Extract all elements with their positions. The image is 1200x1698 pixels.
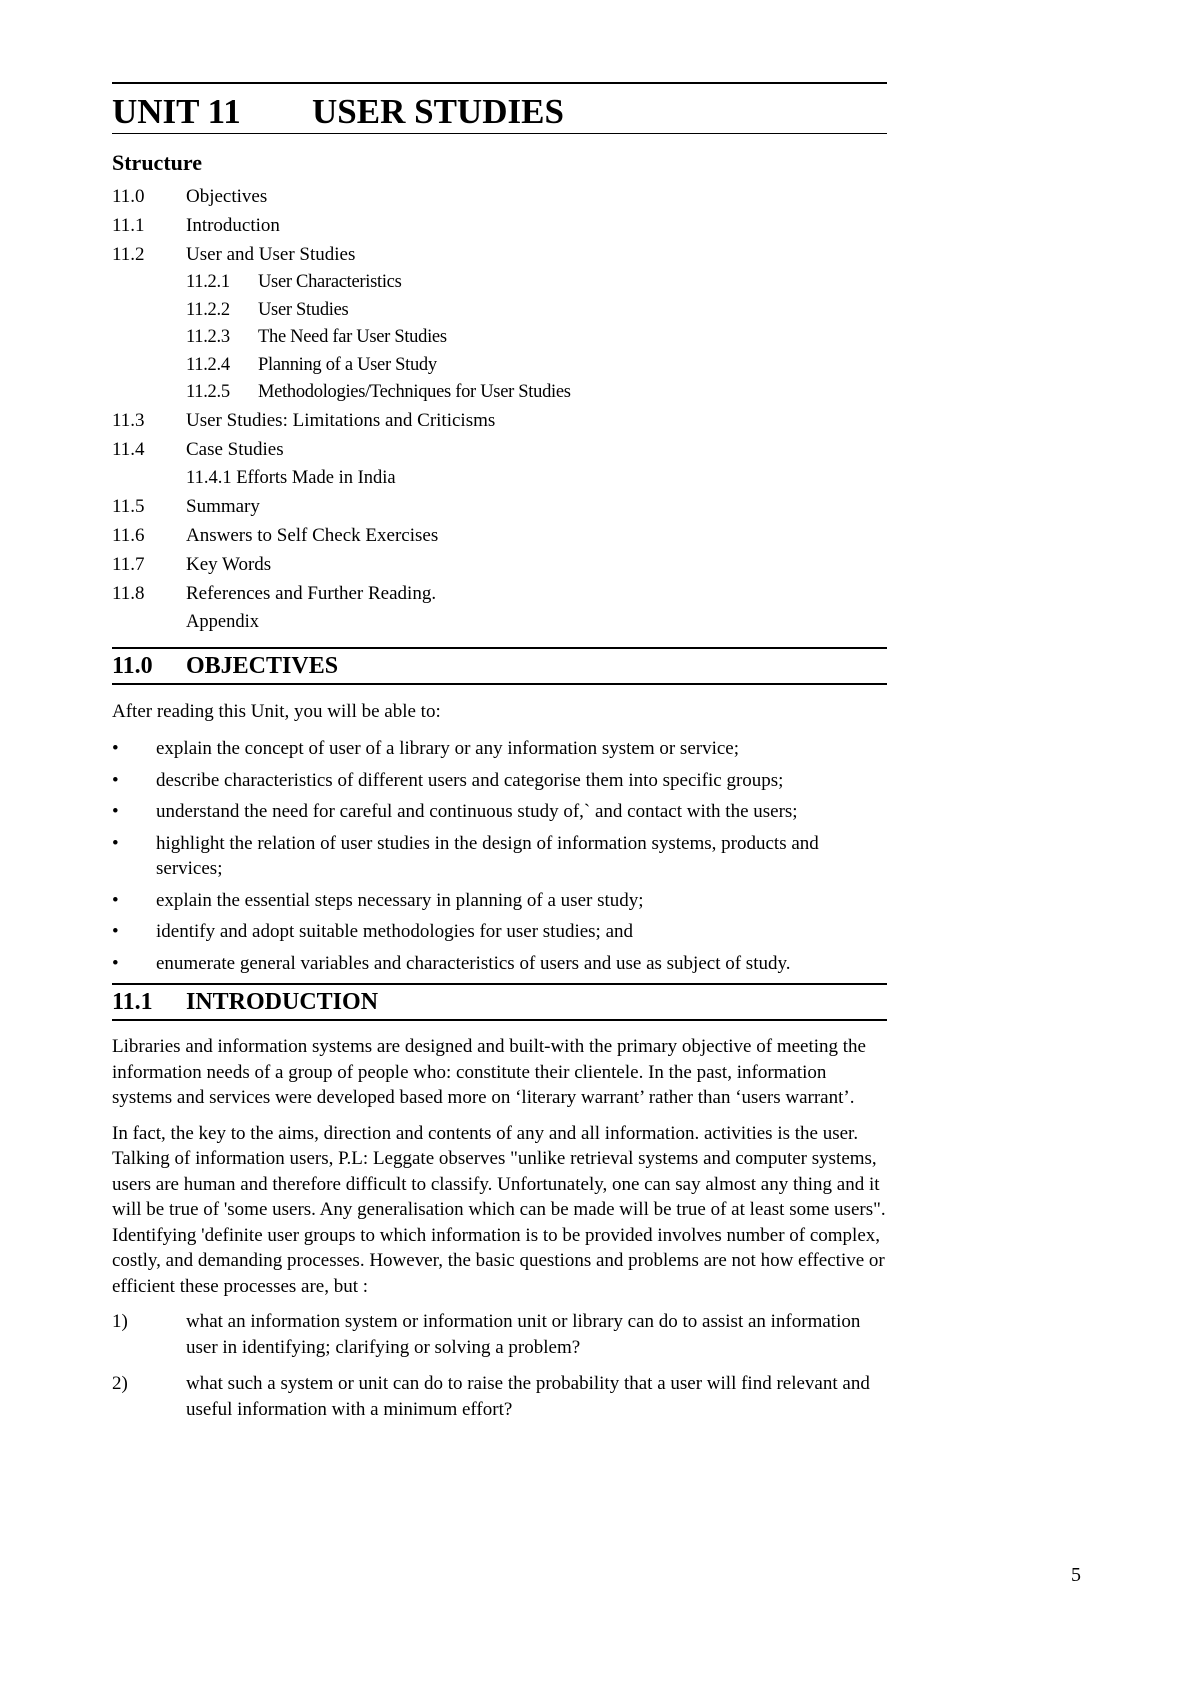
- toc-item-title: Objectives: [186, 185, 268, 207]
- table-of-contents: [112, 182, 887, 637]
- toc-item-number: 11.1: [112, 214, 145, 236]
- objective-item: [112, 951, 887, 977]
- toc-item-number: 11.5: [112, 496, 145, 517]
- question-number: 1): [112, 1311, 128, 1332]
- objective-item: [112, 736, 887, 762]
- toc-item: [112, 522, 887, 551]
- toc-item-title: Key Words: [186, 554, 272, 575]
- toc-item: [112, 211, 887, 240]
- toc-item-title: User and User Studies: [186, 243, 356, 265]
- toc-item-number: 11.2.5: [186, 382, 230, 403]
- toc-item-number: 11.3: [112, 410, 145, 431]
- toc-item: [112, 352, 887, 380]
- section-number: 11.1: [112, 989, 153, 1015]
- toc-item-title: User Studies: Limitations and Criticisms: [186, 410, 496, 431]
- toc-item-title: User Studies: [258, 299, 349, 320]
- toc-item-number: 11.8: [112, 583, 145, 604]
- toc-item: [112, 609, 887, 637]
- toc-item-title: Appendix: [186, 612, 259, 632]
- unit-number: UNIT 11: [112, 92, 241, 131]
- question-number: 2): [112, 1373, 128, 1394]
- section-number: 11.0: [112, 652, 153, 679]
- toc-item-title: Case Studies: [186, 439, 284, 460]
- section-title: INTRODUCTION: [186, 989, 379, 1015]
- toc-item-number: 11.2: [112, 243, 145, 265]
- bullet-icon: •: [112, 738, 119, 759]
- toc-item: [112, 580, 887, 609]
- bullet-icon: •: [112, 801, 119, 822]
- toc-item-number: 11.2.3: [186, 327, 230, 348]
- toc-item-title: Answers to Self Check Exercises: [186, 525, 439, 546]
- toc-item-number: 11.2.1: [186, 272, 230, 293]
- objectives-list: [112, 736, 887, 976]
- toc-item: [112, 379, 887, 407]
- toc-item: [112, 324, 887, 352]
- bullet-icon: •: [112, 889, 119, 911]
- toc-item-number: 11.0: [112, 185, 145, 207]
- toc-item-number: 11.6: [112, 525, 145, 546]
- toc-item-title: User Characteristics: [258, 272, 402, 293]
- toc-item: [112, 269, 887, 297]
- objective-item: [112, 919, 887, 945]
- objective-item: [112, 768, 887, 794]
- toc-item-title: Methodologies/Techniques for User Studies: [258, 382, 571, 403]
- unit-title: [112, 84, 887, 134]
- objective-text: highlight the relation of user studies in the design of information systems, products and services;: [156, 832, 819, 879]
- question-text: what such a system or unit can do to raise the probability that a user will find relevant and useful information with a minimum effort?: [186, 1373, 870, 1420]
- question-item: [112, 1371, 887, 1422]
- bullet-icon: •: [112, 832, 119, 854]
- unit-heading: USER STUDIES: [312, 92, 564, 131]
- objective-text: describe characteristics of different users and categorise them into specific groups;: [156, 769, 784, 791]
- toc-item-title: References and Further Reading.: [186, 583, 437, 604]
- objective-item: [112, 888, 887, 914]
- bullet-icon: •: [112, 952, 119, 974]
- objective-text: explain the essential steps necessary in planning of a user study;: [156, 889, 644, 911]
- page-number: 5: [1071, 1564, 1081, 1586]
- intro-paragraph-1: Libraries and information systems are designed and built-with the primary objective of meeting the information needs of a group of people who: constitute their clientele. In the past, information systems and services were developed based more on ‘literary warrant’ rather than ‘users warrant’.: [112, 1036, 866, 1108]
- toc-item: [112, 465, 887, 493]
- toc-item-title: Summary: [186, 496, 260, 517]
- structure-label: Structure: [112, 150, 203, 175]
- question-text: what an information system or information unit or library can do to assist an information user in identifying; clarifying or solving a problem?: [186, 1311, 861, 1358]
- toc-item-title: Introduction: [186, 214, 280, 236]
- objective-item: [112, 799, 887, 825]
- questions-list: [112, 1309, 887, 1422]
- introduction-heading: [112, 983, 887, 1021]
- bullet-icon: •: [112, 769, 119, 791]
- objective-text: identify and adopt suitable methodologies for user studies; and: [156, 921, 634, 942]
- toc-item-number: 11.2.4: [186, 354, 230, 375]
- intro-paragraph-2: In fact, the key to the aims, direction and contents of any and all information. activities is the user. Talking of information users, P.L: Leggate observes "unlike retrieval systems and computer systems, users are human and therefore difficult to classify. Unfortunately, one can say almost any thing and it will be true of 'some users. Any generalisation which can be made will be true of at least some users". Identifying 'definite user groups to which information is to be provided involves number of complex, costly, and demanding processes. However, the basic questions and problems are not how effective or efficient these processes are, but :: [112, 1122, 886, 1297]
- toc-item-title: The Need far User Studies: [258, 327, 447, 348]
- toc-item-title: 11.4.1 Efforts Made in India: [186, 468, 396, 488]
- objective-item: [112, 831, 887, 882]
- toc-item: [112, 551, 887, 580]
- objective-text: enumerate general variables and characteristics of users and use as subject of study.: [156, 952, 791, 974]
- toc-item: [112, 182, 887, 211]
- objectives-intro: After reading this Unit, you will be able to:: [112, 700, 441, 722]
- page-content: [112, 82, 887, 1433]
- toc-item: [112, 240, 887, 269]
- bullet-icon: •: [112, 921, 119, 942]
- question-item: [112, 1309, 887, 1360]
- section-title: OBJECTIVES: [186, 652, 339, 679]
- objective-text: explain the concept of user of a library or any information system or service;: [156, 738, 739, 759]
- toc-item-number: 11.2.2: [186, 299, 230, 320]
- toc-item: [112, 493, 887, 522]
- toc-item-number: 11.7: [112, 554, 145, 575]
- objectives-heading: [112, 647, 887, 685]
- toc-item: [112, 407, 887, 436]
- toc-item-number: 11.4: [112, 439, 145, 460]
- objective-text: understand the need for careful and continuous study of,` and contact with the users;: [156, 801, 798, 822]
- toc-item-title: Planning of a User Study: [258, 354, 437, 375]
- toc-item: [112, 297, 887, 325]
- toc-item: [112, 436, 887, 465]
